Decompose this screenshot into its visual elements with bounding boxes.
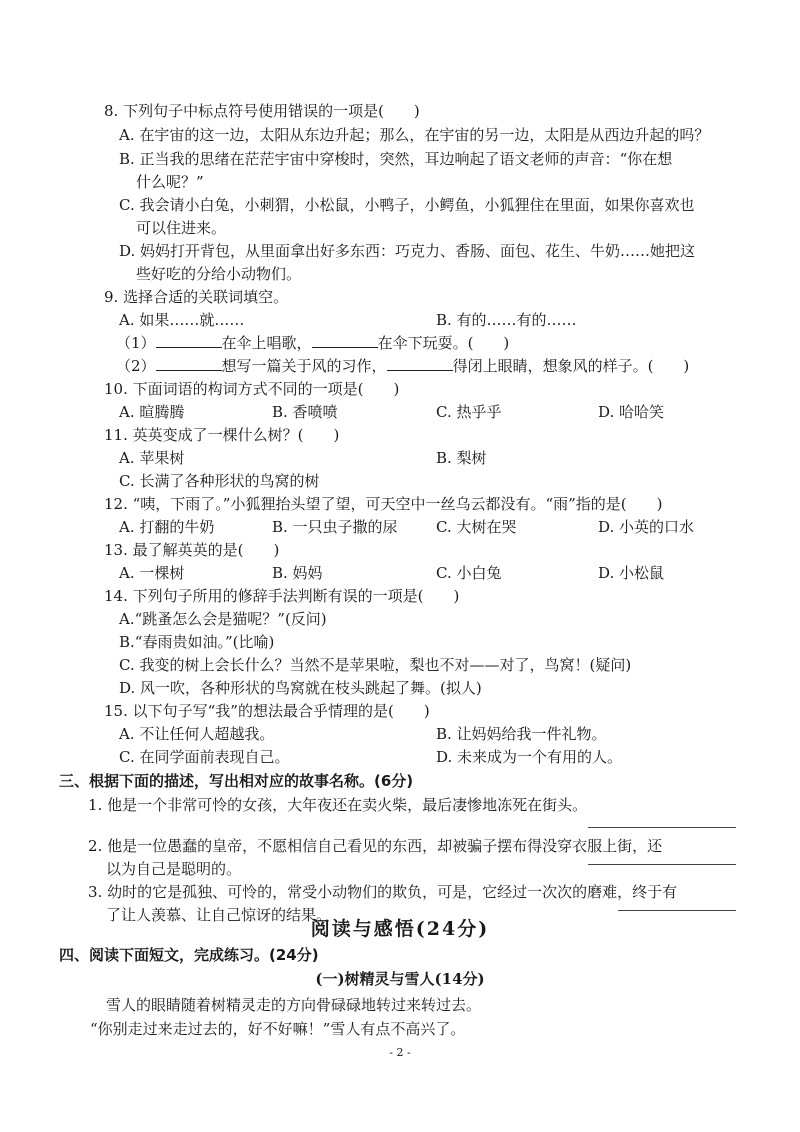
q9-s1-end: 在伞下玩耍。( ) [377, 334, 510, 352]
q10-stem: 10. 下面词语的构词方式不同的一项是( ) [104, 380, 400, 398]
q9-s2-mid: 想写一篇关于风的习作， [221, 357, 387, 375]
q8-stem: 8. 下列句子中标点符号使用错误的一项是( ) [104, 102, 420, 120]
q15-option-c[interactable]: C. 在同学面前表现自己。 [119, 748, 290, 766]
passage-paragraph-2: “你别走过来走过去的，好不好嘛！”雪人有点不高兴了。 [90, 1020, 466, 1038]
q12-option-d[interactable]: D. 小英的口水 [598, 518, 695, 536]
q13-stem: 13. 最了解英英的是( ) [104, 541, 280, 559]
q14-option-a[interactable]: A.“跳蚤怎么会是猫呢？”(反问) [119, 610, 327, 628]
q10-option-a[interactable]: A. 暄腾腾 [119, 403, 185, 421]
q8-option-b-cont: 什么呢？” [136, 173, 204, 191]
q9-s2-end: 得闭上眼睛，想象风的样子。( ) [452, 357, 690, 375]
q13-option-b[interactable]: B. 妈妈 [272, 564, 323, 582]
q15-stem: 15. 以下句子写“我”的想法最合乎情理的是( ) [104, 702, 430, 720]
sec3-item-1: 1. 他是一个非常可怜的女孩，大年夜还在卖火柴，最后凄惨地冻死在街头。 [88, 796, 588, 814]
q14-option-b[interactable]: B.“春雨贵如油。”(比喻) [119, 633, 275, 651]
q12-option-b[interactable]: B. 一只虫子撒的尿 [272, 518, 398, 536]
passage-paragraph-1: 雪人的眼睛随着树精灵走的方向骨碌碌地转过来转过去。 [106, 996, 482, 1014]
q11-option-b[interactable]: B. 梨树 [436, 449, 487, 467]
sec3-item-3-cont: 了让人羡慕、让自己惊讶的结果。 [106, 906, 332, 924]
q9-s1-blank-1[interactable] [156, 333, 222, 348]
q15-option-b[interactable]: B. 让妈妈给我一件礼物。 [436, 725, 607, 743]
q8-option-d-cont: 些好吃的分给小动物们。 [136, 265, 302, 283]
q13-option-c[interactable]: C. 小白兔 [436, 564, 502, 582]
q12-option-a[interactable]: A. 打翻的牛奶 [119, 518, 215, 536]
q8-option-c-cont: 可以住进来。 [136, 219, 227, 237]
q9-s1-number: （1） [116, 334, 156, 352]
q8-option-b[interactable]: B. 正当我的思绪在茫茫宇宙中穿梭时，突然，耳边响起了语文老师的声音：“你在想 [119, 150, 673, 168]
q13-option-d[interactable]: D. 小松鼠 [598, 564, 665, 582]
sec3-answer-line-3[interactable] [618, 910, 736, 911]
q13-option-a[interactable]: A. 一棵树 [119, 564, 185, 582]
q9-s1-mid: 在伞上唱歌， [221, 334, 312, 352]
q12-stem: 12. “咦，下雨了。”小狐狸抬头望了望，可天空中一丝乌云都没有。“雨”指的是( ) [104, 495, 663, 513]
q9-s1-blank-2[interactable] [312, 333, 378, 348]
q11-option-a[interactable]: A. 苹果树 [119, 449, 185, 467]
q10-option-c[interactable]: C. 热乎乎 [436, 403, 502, 421]
q8-option-d[interactable]: D. 妈妈打开背包，从里面拿出好多东西：巧克力、香肠、面包、花生、牛奶……她把这 [119, 242, 696, 260]
q9-option-b[interactable]: B. 有的……有的…… [436, 311, 577, 329]
section-3-heading: 三、根据下面的描述，写出相对应的故事名称。(6分) [59, 772, 414, 790]
q15-option-d[interactable]: D. 未来成为一个有用的人。 [436, 748, 623, 766]
q9-sentence-1 [116, 333, 509, 353]
section-4-heading: 四、阅读下面短文，完成练习。(24分) [59, 946, 319, 964]
q14-option-c[interactable]: C. 我变的树上会长什么？当然不是苹果啦，梨也不对——对了，鸟窝！(疑问) [119, 656, 632, 674]
q10-option-d[interactable]: D. 哈哈笑 [598, 403, 665, 421]
q9-stem: 9. 选择合适的关联词填空。 [104, 288, 289, 306]
page-number: - 2 - [389, 1046, 411, 1059]
q9-option-a[interactable]: A. 如果……就…… [119, 311, 245, 329]
q14-option-d[interactable]: D. 风一吹，各种形状的鸟窝就在枝头跳起了舞。(拟人) [119, 679, 482, 697]
q9-sentence-2 [116, 356, 689, 376]
q8-option-a[interactable]: A. 在宇宙的这一边，太阳从东边升起；那么，在宇宙的另一边，太阳是从西边升起的吗？ [119, 126, 710, 144]
q11-stem: 11. 英英变成了一棵什么树？( ) [104, 426, 340, 444]
q15-option-a[interactable]: A. 不让任何人超越我。 [119, 725, 275, 743]
sec3-answer-line-1[interactable] [588, 827, 736, 828]
q11-option-c[interactable]: C. 长满了各种形状的鸟窝的树 [119, 472, 320, 490]
sec3-answer-line-2[interactable] [588, 864, 736, 865]
q9-s2-blank-2[interactable] [387, 356, 453, 371]
q9-s2-number: （2） [116, 357, 156, 375]
q8-option-c[interactable]: C. 我会请小白兔，小刺猬，小松鼠，小鸭子，小鳄鱼，小狐狸住在里面，如果你喜欢也 [119, 196, 695, 214]
q14-stem: 14. 下列句子所用的修辞手法判断有误的一项是( ) [104, 587, 460, 605]
sec3-item-3: 3. 幼时的它是孤独、可怜的，常受小动物们的欺负，可是，它经过一次次的磨难，终于有 [88, 883, 678, 901]
sec3-item-2: 2. 他是一位愚蠢的皇帝，不愿相信自己看见的东西，却被骗子摆布得没穿衣服上街，还 [88, 837, 663, 855]
reading-banner: 阅读与感悟(24分) [310, 918, 490, 940]
q9-s2-blank-1[interactable] [156, 356, 222, 371]
sec3-item-2-cont: 以为自己是聪明的。 [106, 860, 242, 878]
q12-option-c[interactable]: C. 大树在哭 [436, 518, 517, 536]
q10-option-b[interactable]: B. 香喷喷 [272, 403, 338, 421]
passage-title: (一)树精灵与雪人(14分) [315, 970, 485, 988]
